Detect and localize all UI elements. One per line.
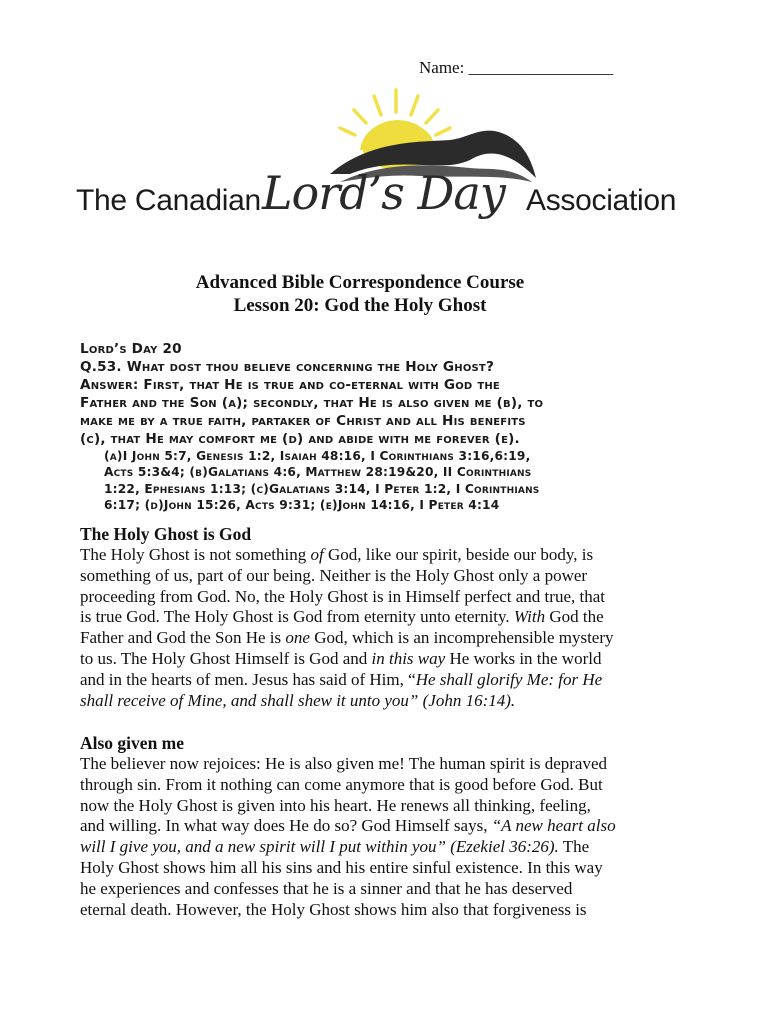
text-run: The believer now rejoices: He is also given me! The human spirit is depraved [80,754,607,773]
text-run: eternal death. However, the Holy Ghost shows him also that forgiveness is [80,899,587,919]
italic-text: in this way [371,648,446,668]
italic-text: He shall glorify Me: for He [415,669,603,689]
catechism-line: Lord’s Day 20 [80,341,182,357]
org-name-left: The Canadian [76,184,261,217]
paragraph-line [80,796,640,817]
text-run: now the Holy Ghost is given into his heart. He renews all thinking, feeling, [80,795,591,815]
text-run: and in the hearts of men. Jesus has said of Him, “ [80,669,416,689]
reference-line: Acts 5:3&4; (b)Galatians 4:6, Matthew 28:19&20, II Corinthians [104,465,532,480]
reference-line: 1:22, Ephesians 1:13; (c)Galatians 3:14, I Peter 1:2, I Corinthians [104,481,540,496]
paragraph-line [80,837,640,858]
paragraph-line [80,607,640,628]
catechism-line: make me by a true faith, partaker of Christ and all His benefits [80,413,526,429]
name-field-label[interactable]: Name: _________________ [419,58,614,77]
italic-text: of [310,545,324,564]
text-run: to us. The Holy Ghost Himself is God and [80,648,372,668]
text-run: proceeding from God. No, the Holy Ghost is in Himself perfect and true, that [80,586,605,606]
paragraph-line [80,754,640,775]
text-run: and willing. In what way does He do so? God Himself says, [80,816,492,836]
org-name-right: Association [526,184,677,217]
text-run: The [558,837,590,857]
section-paragraph [80,754,640,920]
paragraph-line [80,775,640,796]
reference-line: (a)I John 5:7, Genesis 1:2, Isaiah 48:16, I Corinthians 3:16,6:19, [104,449,531,463]
paragraph-line [80,649,640,670]
catechism-line: Q.53. What dost thou believe concerning the Holy Ghost? [80,359,495,375]
section-heading: Also given me [80,733,185,753]
section-heading: The Holy Ghost is God [80,524,252,544]
catechism-line: Father and the Son (a); secondly, that He is also given me (b), to [80,395,544,411]
text-run: The Holy Ghost is not something [80,545,311,564]
catechism-block [80,340,640,513]
text-run: Holy Ghost shows him all his sins and his entire sinful existence. In this way [80,857,603,877]
text-run: is true God. The Holy Ghost is God from eternity unto eternity. [80,607,514,627]
text-run: something of us, part of our being. Neither is the Holy Ghost only a power [80,565,588,585]
text-run: He works in the world [445,648,602,668]
paragraph-line [80,566,640,587]
text-run: through sin. From it nothing can come anymore that is good before God. But [80,774,603,794]
paragraph-line [80,858,640,879]
org-name-script: Lord’s Day [262,166,505,220]
text-run: Father and God the Son He is [80,628,286,648]
catechism-line: Answer: First, that He is true and co-eternal with God the [80,377,500,393]
italic-text: shall receive of Mine, and shall shew it unto you” (John 16:14). [80,690,516,710]
paragraph-line [80,879,640,900]
italic-text: With [513,607,546,627]
paragraph-line [80,628,640,649]
scripture-references [80,448,640,513]
section-paragraph [80,545,640,711]
lesson-title: Lesson 20: God the Holy Ghost [233,295,487,316]
paragraph-line [80,691,640,712]
text-run: God, which is an incomprehensible mystery [309,628,614,648]
paragraph-line [80,587,640,608]
paragraph-line [80,670,640,691]
paragraph-line [80,816,640,837]
text-run: God the [545,607,604,627]
italic-text: “A new heart also [491,816,616,836]
course-title: Advanced Bible Correspondence Course [195,272,525,293]
reference-line: 6:17; (d)John 15:26, Acts 9:31; (e)John 14:16, I Peter 4:14 [104,497,500,512]
italic-text: will I give you, and a new spirit will I put within you” (Ezekiel 36:26). [80,837,559,857]
text-run: God, like our spirit, beside our body, is [323,545,594,564]
italic-text: one [285,628,310,648]
paragraph-line [80,545,640,566]
paragraph-line [80,900,640,921]
text-run: he experiences and confesses that he is a sinner and that he has deserved [80,878,573,898]
catechism-line: (c), that He may comfort me (d) and abide with me forever (e). [80,431,520,447]
